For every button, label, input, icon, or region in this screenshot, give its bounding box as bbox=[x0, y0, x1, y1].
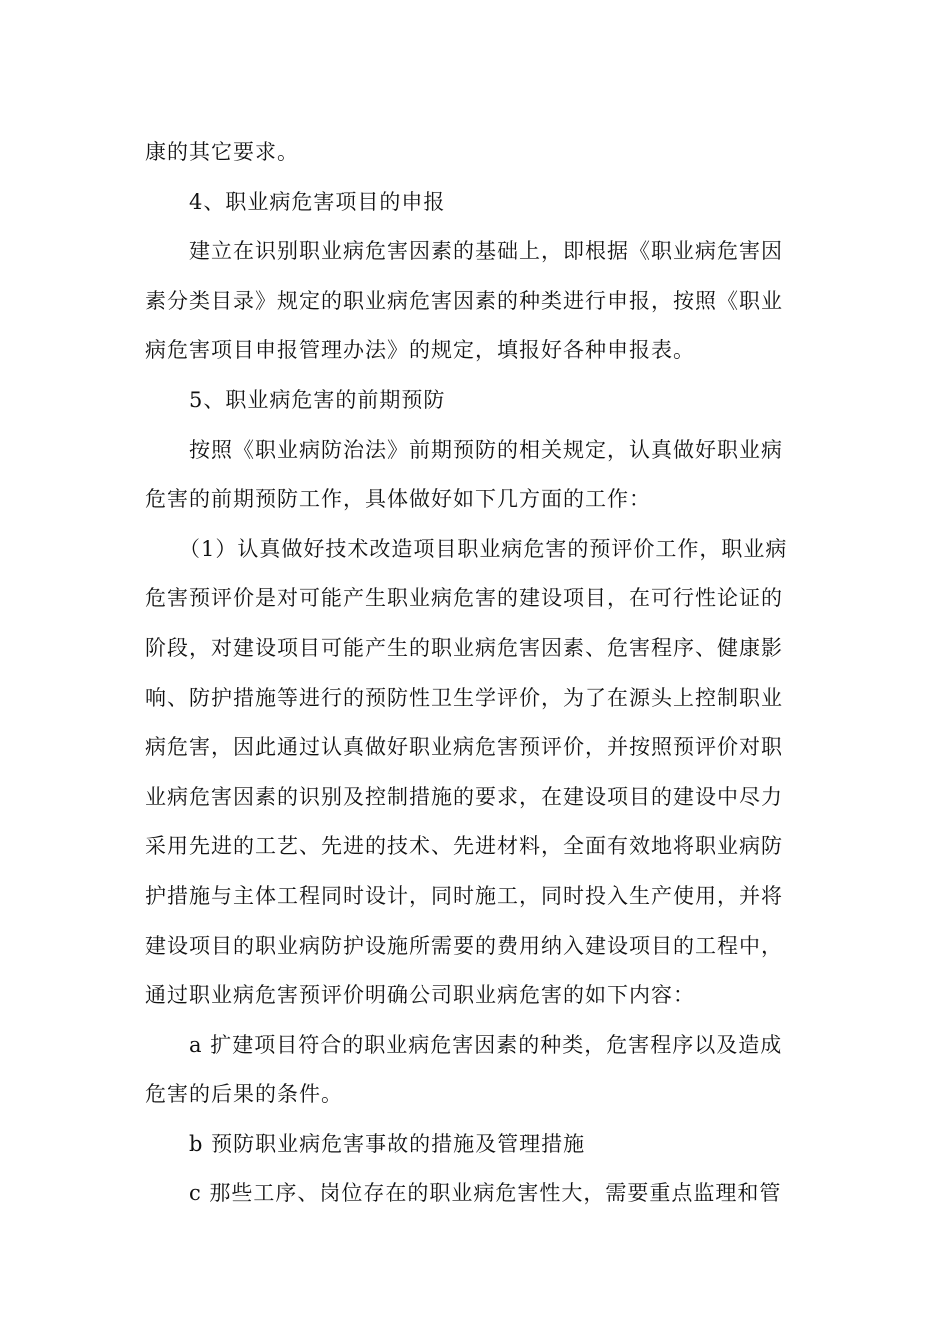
text-line: 业病危害因素的识别及控制措施的要求，在建设项目的建设中尽力 bbox=[145, 784, 783, 809]
text-line: 病危害，因此通过认真做好职业病危害预评价，并按照预评价对职 bbox=[145, 735, 783, 760]
text-line: 建立在识别职业病危害因素的基础上，即根据《职业病危害因 bbox=[189, 239, 783, 264]
text-line: （1）认真做好技术改造项目职业病危害的预评价工作，职业病 bbox=[179, 536, 788, 561]
text-line: 危害预评价是对可能产生职业病危害的建设项目，在可行性论证的 bbox=[145, 586, 783, 611]
section-heading: 4、职业病危害项目的申报 bbox=[189, 189, 446, 214]
list-item: b 预防职业病危害事故的措施及管理措施 bbox=[189, 1131, 586, 1156]
text-line: 危害的后果的条件。 bbox=[145, 1082, 343, 1107]
text-line: 阶段，对建设项目可能产生的职业病危害因素、危害程序、健康影 bbox=[145, 635, 783, 660]
list-item: c 那些工序、岗位存在的职业病危害性大，需要重点监理和管 bbox=[189, 1181, 782, 1206]
text-line: 危害的前期预防工作，具体做好如下几方面的工作： bbox=[145, 487, 651, 512]
body-text bbox=[145, 128, 810, 1219]
text-line: 素分类目录》规定的职业病危害因素的种类进行申报，按照《职业 bbox=[145, 288, 783, 313]
text-line: 响、防护措施等进行的预防性卫生学评价，为了在源头上控制职业 bbox=[145, 685, 783, 710]
text-line: 康的其它要求。 bbox=[145, 140, 299, 164]
text-line: 采用先进的工艺、先进的技术、先进材料，全面有效地将职业病防 bbox=[145, 834, 783, 859]
text-line: 通过职业病危害预评价明确公司职业病危害的如下内容： bbox=[145, 983, 695, 1008]
text-line: 护措施与主体工程同时设计，同时施工，同时投入生产使用，并将 bbox=[145, 883, 783, 908]
list-item: a 扩建项目符合的职业病危害因素的种类，危害程序以及造成 bbox=[189, 1032, 783, 1057]
text-line: 按照《职业病防治法》前期预防的相关规定，认真做好职业病 bbox=[189, 437, 783, 462]
text-line: 建设项目的职业病防护设施所需要的费用纳入建设项目的工程中， bbox=[145, 933, 783, 958]
section-heading: 5、职业病危害的前期预防 bbox=[189, 387, 446, 412]
text-line: 病危害项目申报管理办法》的规定，填报好各种申报表。 bbox=[145, 338, 695, 363]
